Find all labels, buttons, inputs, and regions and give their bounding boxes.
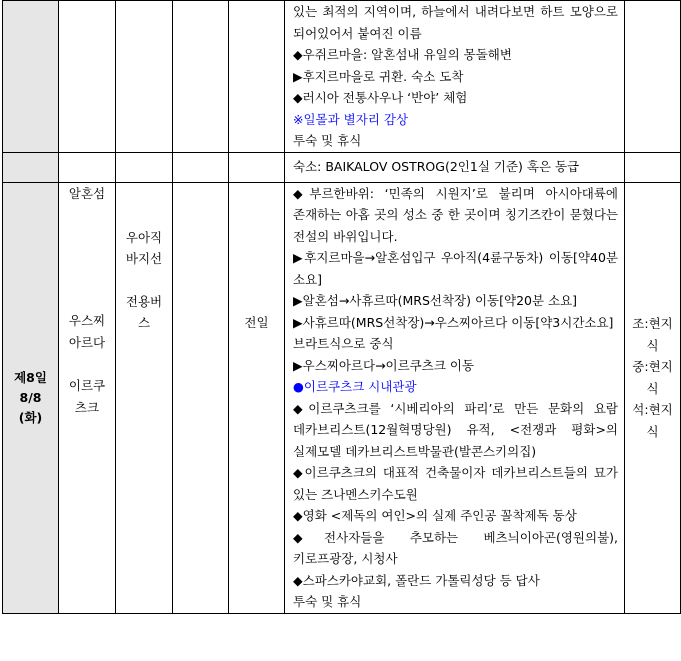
schedule-line: ◆우쥐르마을: 알혼섬내 유일의 몽돌해변: [293, 47, 512, 62]
prev-place-cell: [59, 1, 116, 153]
transport-cell: [116, 182, 173, 613]
lodging-row: [3, 152, 681, 182]
itinerary-table: [2, 0, 681, 614]
schedule-line: ▶알혼섬→사휴르따(MRS선착장) 이동[약20분 소요]: [293, 293, 578, 308]
schedule-line: ◆이르쿠츠크의 대표적 건축물이자 데카브리스트들의 묘가 있는 즈나멘스키수도원: [293, 465, 618, 502]
schedule-line: ▶후지르마을로 귀환. 숙소 도착: [293, 68, 464, 84]
schedule-cell: [285, 182, 625, 613]
schedule-line-highlight: ●이르쿠츠크 시내관광: [293, 379, 417, 394]
schedule-line: 투숙 및 휴식: [293, 133, 362, 148]
schedule-line: ◆영화 <제독의 여인>의 실제 주인공 꼴착제독 동상: [293, 508, 577, 523]
meal-dinner: 석:현지식: [632, 402, 673, 439]
schedule-line: ◆이르쿠츠크를 ‘시베리아의 파리’로 만든 문화의 요람 데카브리스트(12월혁명당원) 유적, <전쟁과 평화>의 실제모델 데카브리스트박물관(발콘스키의집): [293, 400, 618, 459]
day-weekday: (화): [18, 409, 43, 425]
lodging-cell: [285, 152, 625, 182]
prev-schedule-cell: [285, 1, 625, 153]
schedule-line: ▶우스찌아르다→이르쿠츠크 이동: [293, 357, 475, 373]
prev-day-row: [3, 1, 681, 153]
schedule-line: ◆전사자들을 추모하는 베츠늬이아곤(영원의불), 키로프광장, 시청사: [293, 529, 618, 566]
meal-cell: [625, 182, 681, 613]
day-label-cell: [3, 182, 59, 613]
prev-bus-cell: [173, 1, 229, 153]
prev-schedule-list: [285, 1, 624, 152]
schedule-line: 투숙 및 휴식: [293, 594, 362, 609]
schedule-line: ◆스파스카야교회, 폴란드 가톨릭성당 등 답사: [293, 572, 540, 588]
schedule-line: ◆러시아 전통사우나 ‘반야’ 체험: [293, 90, 468, 105]
lodging-text: 숙소: BAIKALOV OSTROG(2인1실 기준) 혹은 동급: [293, 159, 580, 175]
day-label: 제8일: [14, 369, 47, 385]
transport-vehicle: 우아직바지선: [125, 229, 163, 266]
place-start: 알혼섬: [68, 185, 106, 201]
schedule-line: ◆부르한바위: ‘민족의 시원지’로 불리며 아시아대륙에 존재하는 아홉 곳의 성소 중 한 곳이며 칭기즈칸이 묻혔다는 전설의 바위입니다.: [293, 185, 618, 244]
place-end: 이르쿠츠크: [68, 378, 106, 415]
day8-row: [3, 182, 681, 613]
schedule-line-highlight: ※일몰과 별자리 감상: [293, 111, 409, 127]
prev-transport-cell: [116, 1, 173, 153]
schedule-line: 있는 최적의 지역이며, 하늘에서 내려다보면 하트 모양으로 되어있어서 붙여진 이름: [293, 4, 618, 41]
schedule-line: ▶사휴르따(MRS선착장)→우스찌아르다 이동[약3시간소요]: [293, 314, 614, 330]
prev-day-cell: [3, 1, 59, 153]
schedule-list: [285, 183, 624, 613]
prev-meal-cell: [625, 1, 681, 153]
meal-lunch: 중:현지식: [632, 359, 673, 396]
time-value: 전일: [244, 314, 269, 330]
time-cell: [229, 182, 285, 613]
transport-bus: 전용버스: [125, 293, 163, 330]
day-date: 8/8: [19, 389, 42, 405]
schedule-line: 브라트식으로 중식: [293, 336, 394, 351]
place-mid: 우스찌아르다: [68, 313, 106, 350]
empty-cell: [173, 182, 229, 613]
prev-time-cell: [229, 1, 285, 153]
schedule-line: ▶후지르마을→알혼섬입구 우아직(4륜구동차) 이동[약40분 소요]: [293, 250, 618, 287]
place-cell: [59, 182, 116, 613]
meal-breakfast: 조:현지식: [632, 316, 673, 353]
